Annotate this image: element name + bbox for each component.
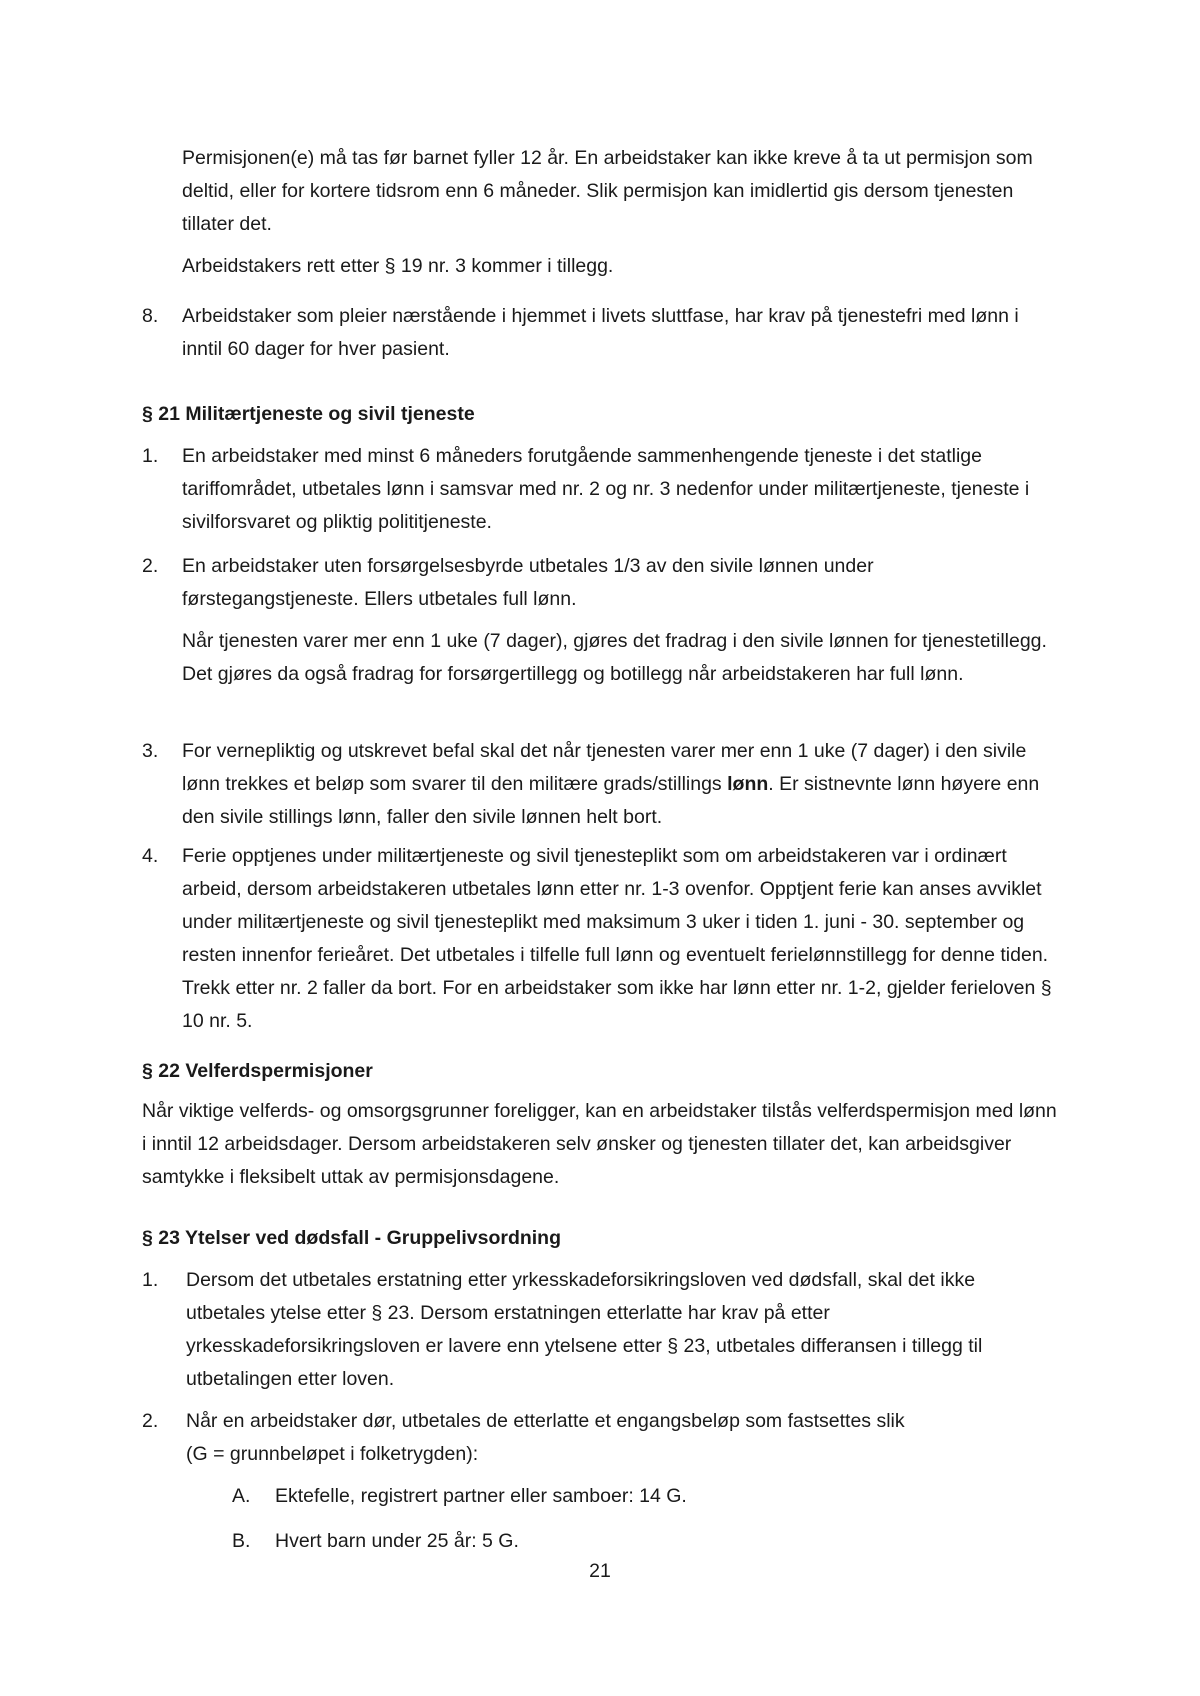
s21-item-2-text: En arbeidstaker uten forsørgelsesbyrde utbetales 1/3 av den sivile lønnen under førstegangstjeneste. Ellers utbetales full lønn. (182, 555, 874, 610)
s21-item-3-text-a: For vernepliktig og utskrevet befal skal det når tjenesten varer mer enn 1 uke (7 dager) i den sivile lønn trekkes et beløp som svarer til den militære grads/stillings (182, 740, 1027, 795)
s23-item-2-line-1: Når en arbeidstaker dør, utbetales de etterlatte et engangsbeløp som fastsettes slik (186, 1410, 905, 1432)
subitem-b-text: Hvert barn under 25 år: 5 G. (275, 1530, 519, 1552)
s21-item-3-number: 3. (142, 740, 159, 762)
item-8-text: Arbeidstaker som pleier nærstående i hjemmet i livets sluttfase, har krav på tjenestefri med lønn i inntil 60 dager for hver pasient. (182, 305, 1019, 360)
page-number: 21 (589, 1560, 611, 1582)
subitem-a-text: Ektefelle, registrert partner eller samboer: 14 G. (275, 1485, 687, 1507)
subitem-a-letter: A. (232, 1485, 251, 1507)
section-21-heading: § 21 Militærtjeneste og sivil tjeneste (142, 403, 475, 425)
s21-item-3-text-b: . Er sistnevnte lønn høyere enn den sivile stillings lønn, faller den sivile lønnen helt bort. (182, 773, 1040, 828)
subitem-b-letter: B. (232, 1530, 251, 1552)
s23-item-2-line-2: (G = grunnbeløpet i folketrygden): (186, 1443, 479, 1465)
s21-item-3-text (182, 735, 1062, 834)
s23-item-1-number: 1. (142, 1269, 159, 1291)
item-8-number: 8. (142, 305, 159, 327)
intro-paragraph-2: Arbeidstakers rett etter § 19 nr. 3 kommer i tillegg. (182, 255, 614, 277)
s23-item-2-number: 2. (142, 1410, 159, 1432)
section-23-heading: § 23 Ytelser ved dødsfall - Gruppelivsordning (142, 1227, 562, 1249)
s21-item-4-text: Ferie opptjenes under militærtjeneste og sivil tjenesteplikt som om arbeidstakeren var i ordinært arbeid, dersom arbeidstakeren utbetales lønn etter nr. 1-3 ovenfor. Opptjent ferie kan anses avviklet under militærtjeneste og sivil tjenesteplikt med maksimum 3 uker i tiden 1. juni - 30. september og resten innenfor ferieåret. Det utbetales i tilfelle full lønn og eventuelt ferielønnstillegg for denne tiden. Trekk etter nr. 2 faller da bort. For en arbeidstaker som ikke har lønn etter nr. 1-2, gjelder ferieloven § 10 nr. 5. (182, 845, 1052, 1032)
s23-item-1-text: Dersom det utbetales erstatning etter yrkesskadeforsikringsloven ved dødsfall, skal det ikke utbetales ytelse etter § 23. Dersom erstatningen etterlatte har krav på etter yrkesskadeforsikringsloven er lavere enn ytelsene etter § 23, utbetales differansen i tillegg til utbetalingen etter loven. (186, 1269, 983, 1390)
s21-item-4-number: 4. (142, 845, 159, 867)
s21-item-3-bold: lønn (727, 773, 769, 795)
section-22-text: Når viktige velferds- og omsorgsgrunner foreligger, kan en arbeidstaker tilstås velferdspermisjon med lønn i inntil 12 arbeidsdager. Dersom arbeidstakeren selv ønsker og tjenesten tillater det, kan arbeidsgiver samtykke i fleksibelt uttak av permisjonsdagene. (142, 1100, 1057, 1188)
intro-paragraph-1: Permisjonen(e) må tas før barnet fyller 12 år. En arbeidstaker kan ikke kreve å ta ut permisjon som deltid, eller for kortere tidsrom enn 6 måneder. Slik permisjon kan imidlertid gis dersom tjenesten tillater det. (182, 147, 1033, 235)
section-22-heading: § 22 Velferdspermisjoner (142, 1060, 373, 1082)
s21-item-1-number: 1. (142, 445, 159, 467)
s21-item-1-text: En arbeidstaker med minst 6 måneders forutgående sammenhengende tjeneste i det statlige tariffområdet, utbetales lønn i samsvar med nr. 2 og nr. 3 nedenfor under militærtjeneste, tjeneste i sivilforsvaret og pliktig polititjeneste. (182, 445, 1030, 533)
s21-item-2-number: 2. (142, 555, 159, 577)
s21-item-2-text-2: Når tjenesten varer mer enn 1 uke (7 dager), gjøres det fradrag i den sivile lønnen for tjenestetillegg. Det gjøres da også fradrag for forsørgertillegg og botillegg når arbeidstakeren har full lønn. (182, 630, 1047, 685)
